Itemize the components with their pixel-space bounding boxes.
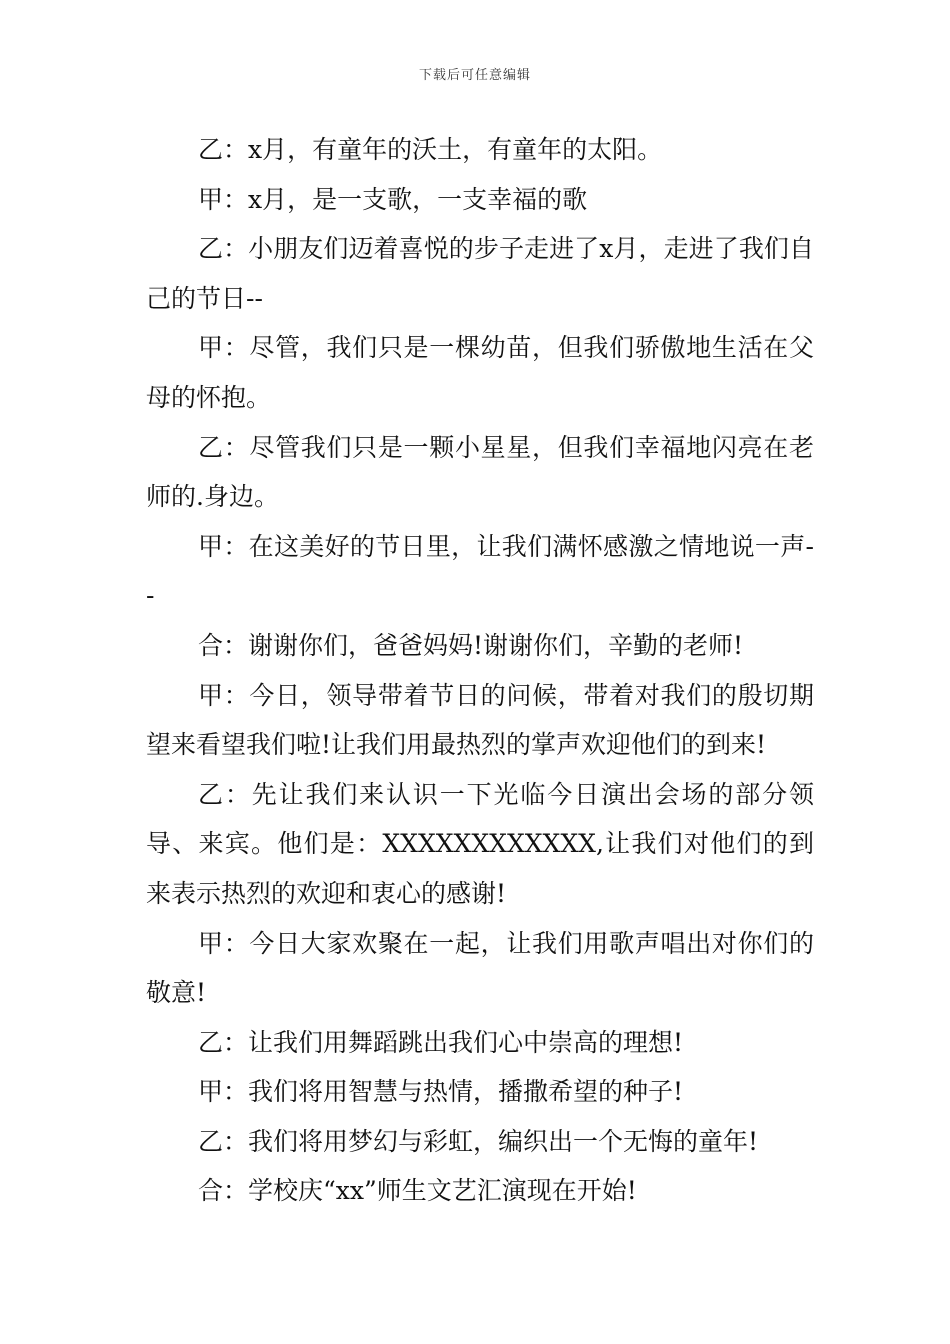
paragraph: 乙：尽管我们只是一颗小星星，但我们幸福地闪亮在老师的.身边。 — [146, 432, 814, 512]
paragraph: 合：谢谢你们，爸爸妈妈!谢谢你们，辛勤的老师! — [198, 630, 744, 660]
paragraph: 合：学校庆“xx”师生文艺汇演现在开始! — [198, 1176, 637, 1206]
paragraph: 甲：我们将用智慧与热情，播撒希望的种子! — [198, 1077, 684, 1107]
paragraph: 乙：x月，有童年的沃土，有童年的太阳。 — [198, 135, 663, 164]
paragraph: 甲：在这美好的节日里，让我们满怀感激之情地说一声-- — [146, 531, 814, 611]
paragraph: 乙：我们将用梦幻与彩虹，编织出一个无悔的童年! — [198, 1126, 759, 1156]
paragraph: 甲：今日，领导带着节日的问候，带着对我们的殷切期望来看望我们啦!让我们用最热烈的掌声欢迎他们的到来! — [146, 680, 814, 760]
paragraph: 甲：今日大家欢聚在一起，让我们用歌声唱出对你们的敬意! — [146, 928, 814, 1008]
paragraph: 乙：让我们用舞蹈跳出我们心中崇高的理想! — [198, 1027, 684, 1057]
paragraph: 乙：小朋友们迈着喜悦的步子走进了x月，走进了我们自己的节日-- — [146, 234, 814, 313]
paragraph: 甲：x月，是一支歌，一支幸福的歌 — [198, 184, 588, 214]
paragraph: 乙：先让我们来认识一下光临今日演出会场的部分领导、来宾。他们是：XXXXXXXXXXXX,让我们对他们的到来表示热烈的欢迎和衷心的感谢! — [146, 779, 814, 908]
paragraph: 甲：尽管，我们只是一棵幼苗，但我们骄傲地生活在父母的怀抱。 — [146, 333, 814, 412]
page-header: 下载后可任意编辑 — [418, 68, 531, 83]
document-body — [146, 125, 814, 1216]
